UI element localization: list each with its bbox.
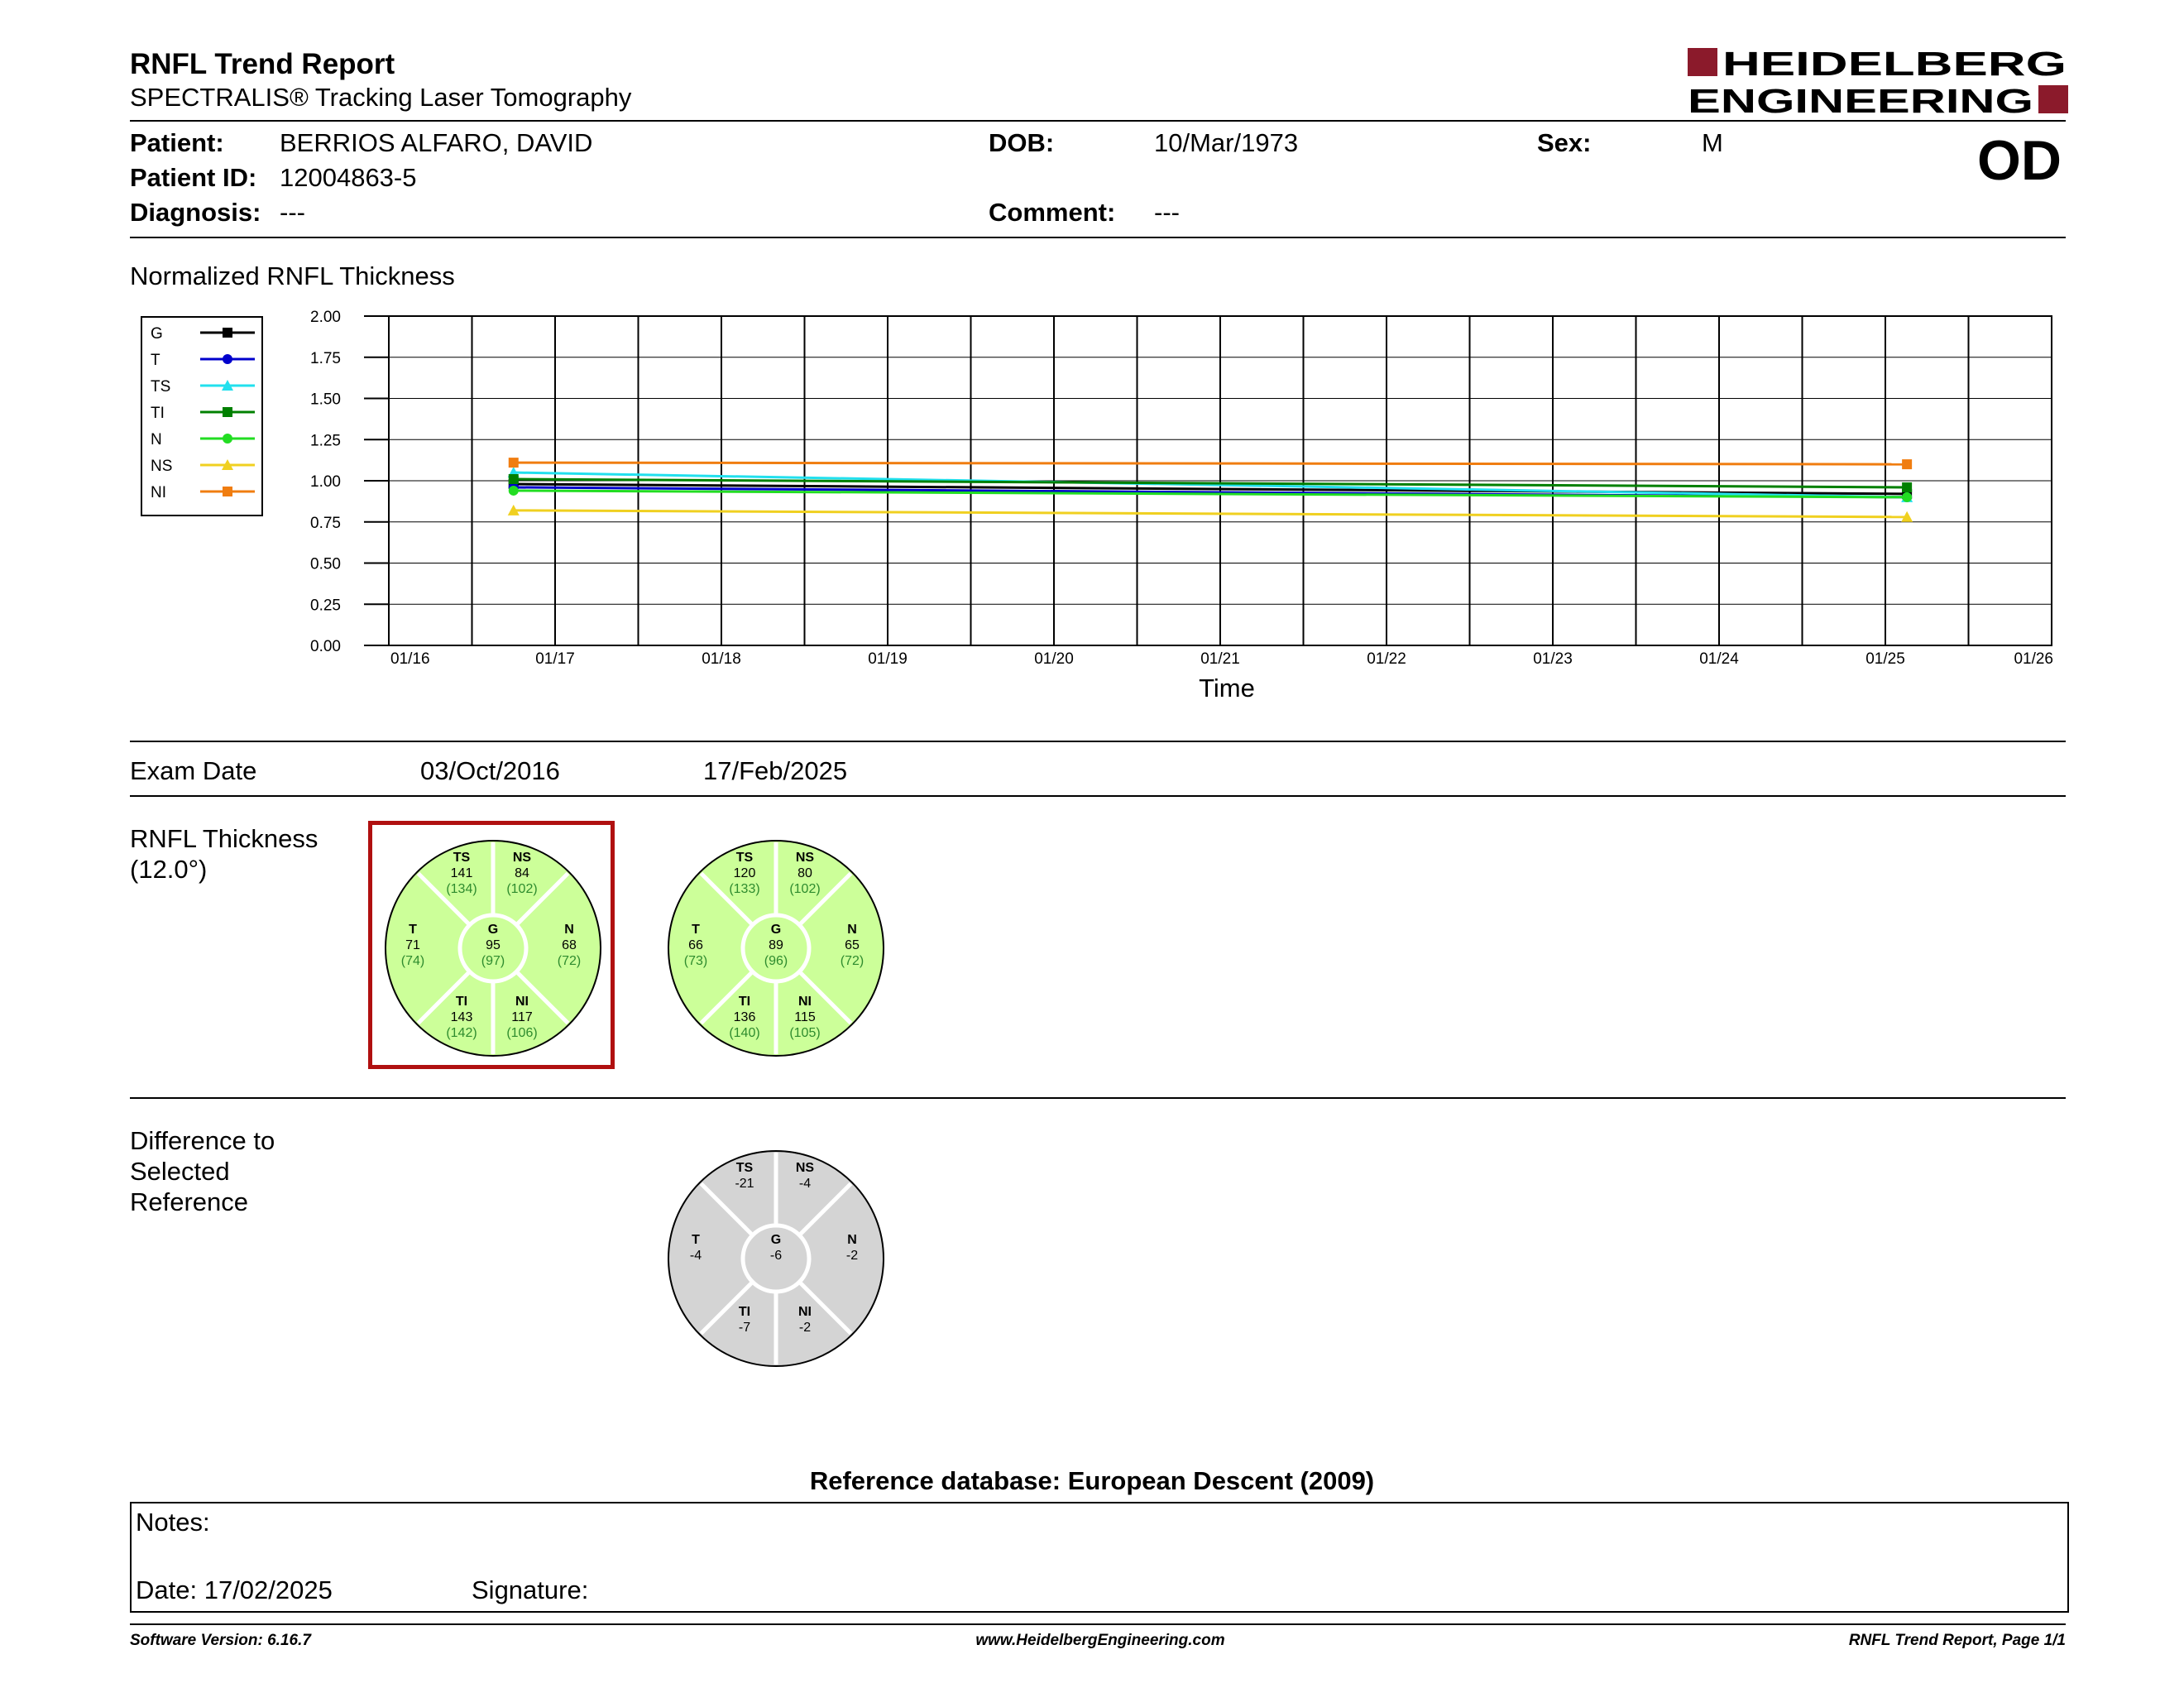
data-point-n xyxy=(509,486,519,496)
x-axis-label: Time xyxy=(1199,674,1255,703)
legend-label-n: N xyxy=(151,431,162,448)
sector-value-n: 68 xyxy=(562,938,577,952)
sector-value-ns: -4 xyxy=(798,1177,812,1191)
sector-value-ts: 120 xyxy=(733,866,756,880)
sector-reference-ns: (102) xyxy=(789,882,821,896)
sector-value-ni: -2 xyxy=(798,1321,812,1335)
sector-name-ti: TI xyxy=(738,1305,751,1319)
website: www.HeidelbergEngineering.com xyxy=(975,1632,1225,1649)
legend-marker-n xyxy=(223,434,232,444)
sector-name-ns: NS xyxy=(795,1161,815,1175)
x-tick-label: 01/26 xyxy=(2014,650,2053,668)
diagnosis-value: --- xyxy=(280,198,305,227)
software-version: Software Version: 6.16.7 xyxy=(130,1632,311,1649)
y-tick-label: 0.25 xyxy=(310,597,341,615)
sector-value-g: 89 xyxy=(769,938,783,952)
legend-label-ti: TI xyxy=(151,405,165,422)
exam-divider xyxy=(130,795,2066,797)
sector-name-t: T xyxy=(409,923,417,937)
report-title: RNFL Trend Report xyxy=(130,48,395,80)
patient-id: 12004863-5 xyxy=(280,163,417,192)
patient-name: BERRIOS ALFARO, DAVID xyxy=(280,128,593,157)
sector-reference-ni: (105) xyxy=(789,1026,821,1040)
x-tick-label: 01/24 xyxy=(1699,650,1739,668)
notes-date: Date: 17/02/2025 xyxy=(136,1575,333,1604)
sector-name-ns: NS xyxy=(795,851,815,865)
diagnosis-label: Diagnosis: xyxy=(130,198,261,227)
sector-name-g: G xyxy=(770,923,782,937)
data-point-ti xyxy=(1902,482,1912,492)
sector-value-g: -6 xyxy=(769,1249,783,1263)
sector-name-n: N xyxy=(564,923,574,937)
sector-name-ti: TI xyxy=(738,995,751,1009)
x-tick-label: 01/22 xyxy=(1367,650,1406,668)
sector-name-n: N xyxy=(847,1233,857,1247)
exam-date-label: Exam Date xyxy=(130,756,257,785)
sector-reference-t: (74) xyxy=(400,954,425,968)
sector-value-ns: 84 xyxy=(515,866,529,880)
legend-label-g: G xyxy=(151,325,163,343)
sector-name-g: G xyxy=(770,1233,782,1247)
report-subtitle: SPECTRALIS® Tracking Laser Tomography xyxy=(130,83,632,112)
series-line-ni xyxy=(514,463,1907,464)
sector-name-ns: NS xyxy=(512,851,532,865)
sector-name-ni: NI xyxy=(798,995,812,1009)
data-point-ti xyxy=(509,474,519,484)
x-tick-label: 01/16 xyxy=(390,650,430,668)
legend-marker-ni xyxy=(223,487,232,496)
sector-value-ts: -21 xyxy=(735,1177,754,1191)
y-tick-label: 1.00 xyxy=(310,473,341,491)
exam-date-2: 17/Feb/2025 xyxy=(703,756,848,785)
y-tick-label: 2.00 xyxy=(310,309,341,326)
sector-name-ts: TS xyxy=(735,1161,754,1175)
y-tick-label: 0.00 xyxy=(310,638,341,655)
chart-title: Normalized RNFL Thickness xyxy=(130,261,455,290)
data-point-n xyxy=(1902,492,1912,502)
chart-legend xyxy=(141,316,265,518)
y-tick-label: 1.50 xyxy=(310,391,341,409)
logo-graphic xyxy=(1688,46,2068,120)
thickness-label-line-1: RNFL Thickness xyxy=(130,824,318,853)
comment-label: Comment: xyxy=(989,198,1116,227)
sector-name-ni: NI xyxy=(798,1305,812,1319)
sector-reference-ns: (102) xyxy=(506,882,538,896)
page-number: RNFL Trend Report, Page 1/1 xyxy=(1848,1632,2066,1649)
logo-line-2: ENGINEERING xyxy=(1688,82,2033,120)
footer-divider xyxy=(130,1623,2066,1625)
sector-reference-ts: (133) xyxy=(729,882,760,896)
header-divider xyxy=(130,120,2066,122)
sector-name-ni: NI xyxy=(515,995,529,1009)
sector-value-ti: -7 xyxy=(738,1321,751,1335)
patient-divider xyxy=(130,237,2066,238)
x-tick-label: 01/18 xyxy=(702,650,741,668)
sector-name-ts: TS xyxy=(735,851,754,865)
x-tick-label: 01/19 xyxy=(868,650,908,668)
sector-value-g: 95 xyxy=(486,938,500,952)
trend-chart xyxy=(281,306,2068,720)
chart-divider xyxy=(130,741,2066,742)
x-tick-label: 01/21 xyxy=(1200,650,1240,668)
legend-marker-t xyxy=(223,354,232,364)
difference-label-line-1: Difference to xyxy=(130,1126,275,1155)
y-tick-label: 0.50 xyxy=(310,555,341,573)
exam-date-1: 03/Oct/2016 xyxy=(420,756,560,785)
dob-value: 10/Mar/1973 xyxy=(1154,128,1299,157)
sector-value-ti: 136 xyxy=(733,1010,756,1024)
sector-reference-ti: (140) xyxy=(729,1026,760,1040)
data-point-ni xyxy=(509,458,519,468)
sector-name-t: T xyxy=(692,923,700,937)
comment-value: --- xyxy=(1154,198,1180,227)
y-tick-label: 1.25 xyxy=(310,432,341,450)
x-tick-label: 01/20 xyxy=(1034,650,1074,668)
difference-label xyxy=(130,1125,275,1217)
sector-value-n: -2 xyxy=(845,1249,859,1263)
legend-marker-g xyxy=(223,328,232,338)
patient-id-label: Patient ID: xyxy=(130,163,257,192)
thickness-divider xyxy=(130,1097,2066,1099)
sector-value-ni: 117 xyxy=(511,1010,533,1024)
x-tick-label: 01/17 xyxy=(535,650,575,668)
notes-signature: Signature: xyxy=(472,1575,589,1604)
thickness-disc-exam-2[interactable] xyxy=(666,838,886,1058)
reference-database: Reference database: European Descent (2009) xyxy=(809,1466,1375,1495)
difference-label-line-2: Selected xyxy=(130,1157,230,1186)
difference-label-line-3: Reference xyxy=(130,1187,249,1216)
sector-reference-g: (97) xyxy=(481,954,505,968)
sector-name-n: N xyxy=(847,923,857,937)
sector-value-t: -4 xyxy=(689,1249,702,1263)
sector-reference-n: (72) xyxy=(557,954,582,968)
sector-value-ts: 141 xyxy=(450,866,473,880)
sector-reference-ti: (142) xyxy=(446,1026,477,1040)
sex-value: M xyxy=(1702,128,1723,157)
legend-label-ns: NS xyxy=(151,458,173,475)
dob-label: DOB: xyxy=(989,128,1055,157)
sector-name-g: G xyxy=(487,923,499,937)
data-point-ni xyxy=(1902,459,1912,469)
x-tick-label: 01/23 xyxy=(1533,650,1573,668)
logo-block-bottom xyxy=(2038,85,2068,113)
sector-value-t: 66 xyxy=(688,938,703,952)
sector-reference-n: (72) xyxy=(840,954,864,968)
heidelberg-logo xyxy=(1688,46,2068,120)
sector-reference-g: (96) xyxy=(764,954,788,968)
logo-block-top xyxy=(1688,48,1717,76)
sector-value-ti: 143 xyxy=(450,1010,473,1024)
sector-reference-t: (73) xyxy=(683,954,708,968)
logo-line-1: HEIDELBERG xyxy=(1722,46,2067,83)
sector-value-ns: 80 xyxy=(797,866,812,880)
sex-label: Sex: xyxy=(1537,128,1592,157)
y-tick-label: 1.75 xyxy=(310,349,341,367)
y-tick-label: 0.75 xyxy=(310,514,341,532)
legend-label-t: T xyxy=(151,352,160,369)
sector-value-n: 65 xyxy=(845,938,860,952)
sector-name-ti: TI xyxy=(455,995,468,1009)
legend-marker-ti xyxy=(223,407,232,417)
notes-box[interactable] xyxy=(130,1502,2069,1613)
thickness-label-line-2: (12.0°) xyxy=(130,855,208,884)
x-tick-label: 01/25 xyxy=(1866,650,1905,668)
sector-reference-ts: (134) xyxy=(446,882,477,896)
eye-indicator: OD xyxy=(1977,129,2062,192)
sector-value-t: 71 xyxy=(405,938,420,952)
patient-name-label: Patient: xyxy=(130,128,224,157)
notes-label: Notes: xyxy=(136,1508,210,1537)
sector-reference-ni: (106) xyxy=(506,1026,538,1040)
legend-label-ni: NI xyxy=(151,484,166,501)
thickness-disc-exam-1[interactable] xyxy=(383,838,603,1058)
thickness-label xyxy=(130,823,318,885)
sector-value-ni: 115 xyxy=(794,1010,816,1024)
legend-label-ts: TS xyxy=(151,378,171,396)
difference-disc xyxy=(666,1149,886,1369)
sector-name-t: T xyxy=(692,1233,700,1247)
sector-name-ts: TS xyxy=(453,851,471,865)
